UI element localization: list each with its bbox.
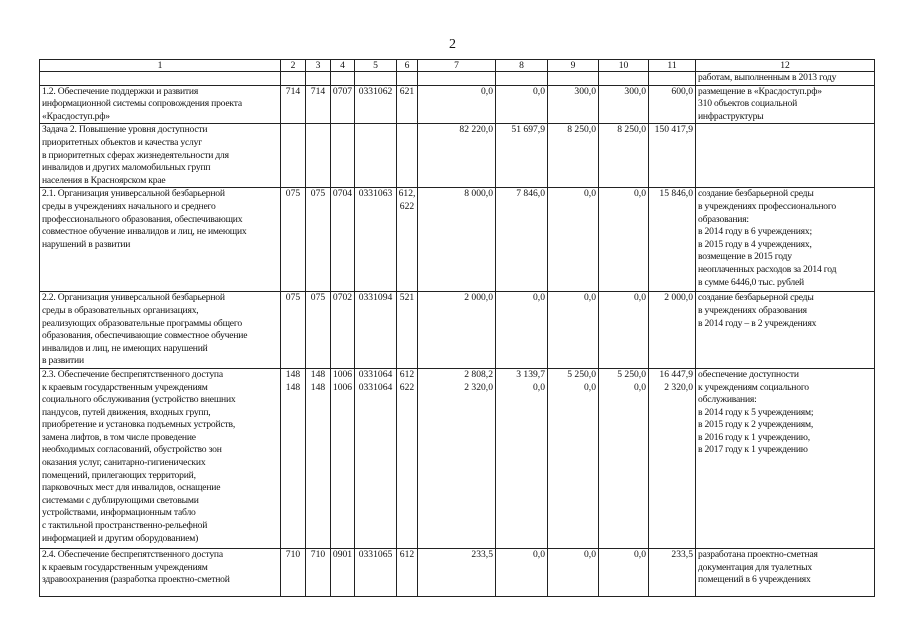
cell-line: 0707 — [332, 85, 353, 97]
cell-col-10 — [599, 85, 649, 124]
cell-col-3 — [306, 124, 331, 188]
cell-line: с тактильной пространственно-рельефной — [42, 520, 208, 532]
cell-line: 148 — [310, 381, 326, 393]
cell-line: 310 объектов социальной — [698, 98, 798, 110]
cell-col-7 — [418, 124, 496, 188]
cell-line: 0331063 — [358, 188, 393, 200]
cell-col-10 — [599, 292, 649, 369]
cell-col-2 — [281, 72, 306, 86]
cell-col-3 — [306, 368, 331, 548]
cell-col-11 — [649, 292, 696, 369]
cell-line: совместное обучение инвалидов и лиц, не имеющих — [42, 226, 247, 238]
cell-col-12 — [696, 124, 875, 188]
cell-col-9 — [548, 72, 599, 86]
cell-col-6 — [397, 548, 418, 596]
cell-col-1 — [40, 368, 281, 548]
page-number: 2 — [449, 37, 456, 52]
cell-col-7 — [418, 72, 496, 86]
header-cell-9: 9 — [548, 60, 599, 72]
table-row — [40, 72, 875, 86]
header-cell-3: 3 — [306, 60, 331, 72]
cell-line: 0,0 — [634, 381, 646, 393]
cell-col-8 — [496, 188, 548, 292]
cell-line: помещений, прилегающих территорий, — [42, 469, 196, 481]
header-cell-1: 1 — [40, 60, 281, 72]
cell-col-6 — [397, 85, 418, 124]
cell-line: к краевым государственным учреждениям — [42, 561, 208, 573]
cell-line: 148 — [285, 368, 301, 380]
cell-col-10 — [599, 188, 649, 292]
cell-line: в 2015 году к 2 учреждениям, — [698, 419, 814, 431]
cell-line: в 2014 году к 5 учреждениям; — [698, 406, 814, 418]
cell-line: устройствами, информационным табло — [42, 507, 196, 519]
cell-line: в 2017 году к 1 учреждению — [698, 444, 808, 456]
cell-line: 8 250,0 — [617, 124, 646, 136]
cell-line: 622 — [399, 381, 415, 393]
cell-line: 710 — [285, 548, 301, 560]
cell-col-7 — [418, 548, 496, 596]
cell-line: помещений в 6 учреждениях — [698, 574, 811, 586]
cell-line: образования, обеспечивающие совместное обучение — [42, 330, 248, 342]
cell-line: информацией и другим оборудованием) — [42, 532, 199, 544]
cell-line: парковочных мест для инвалидов, оснащение — [42, 482, 221, 494]
cell-col-8 — [496, 368, 548, 548]
cell-line: 714 — [285, 85, 301, 97]
cell-col-2 — [281, 548, 306, 596]
cell-line: 2 320,0 — [464, 381, 493, 393]
header-cell-7: 7 — [418, 60, 496, 72]
header-cell-11: 11 — [649, 60, 696, 72]
cell-line: 0,0 — [533, 548, 545, 560]
cell-col-1 — [40, 124, 281, 188]
header-cell-4: 4 — [331, 60, 355, 72]
cell-line: социального обслуживания (устройство внешних — [42, 394, 236, 406]
cell-line: замена лифтов, в том числе проведение — [42, 431, 196, 443]
cell-line: 5 250,0 — [567, 368, 596, 380]
cell-line: 0702 — [332, 292, 353, 304]
cell-line: 2.1. Организация универсальной безбарьерной — [42, 188, 225, 200]
cell-line: реализующих образовательные программы общего — [42, 317, 242, 329]
cell-col-11 — [649, 548, 696, 596]
cell-col-1 — [40, 188, 281, 292]
header-cell-6: 6 — [397, 60, 418, 72]
cell-col-7 — [418, 85, 496, 124]
cell-line: 0,0 — [634, 548, 646, 560]
cell-line: к учреждениям социального — [698, 381, 809, 393]
cell-line: разработана проектно-сметная — [698, 548, 818, 560]
cell-line: документация для туалетных — [698, 561, 812, 573]
table-row — [40, 124, 875, 188]
cell-line: 2.4. Обеспечение беспрепятственного доступа — [42, 548, 223, 560]
cell-col-12 — [696, 72, 875, 86]
cell-col-4 — [331, 548, 355, 596]
cell-line: 714 — [310, 85, 326, 97]
cell-line: 0331094 — [358, 292, 393, 304]
cell-line: 0,0 — [584, 548, 596, 560]
cell-line: необходимых согласований, обустройство зон — [42, 444, 222, 456]
cell-line: 233,5 — [671, 548, 693, 560]
cell-col-7 — [418, 368, 496, 548]
cell-line: 612 — [399, 368, 415, 380]
cell-line: 300,0 — [624, 85, 646, 97]
cell-col-2 — [281, 188, 306, 292]
cell-line: в 2016 году к 1 учреждению, — [698, 431, 810, 443]
cell-col-6 — [397, 188, 418, 292]
cell-col-5 — [355, 548, 397, 596]
cell-col-11 — [649, 72, 696, 86]
cell-col-2 — [281, 292, 306, 369]
cell-line: создание безбарьерной среды — [698, 292, 814, 304]
cell-col-10 — [599, 548, 649, 596]
cell-line: 0,0 — [634, 188, 646, 200]
cell-line: неоплаченных расходов за 2014 год — [698, 263, 837, 275]
cell-col-4 — [331, 368, 355, 548]
cell-line: пандусов, путей движения, входных групп, — [42, 406, 211, 418]
cell-col-3 — [306, 548, 331, 596]
cell-col-7 — [418, 292, 496, 369]
cell-line: 075 — [310, 188, 326, 200]
cell-line: 1006 — [332, 368, 353, 380]
cell-line: инвалидов и других маломобильных групп — [42, 162, 211, 174]
cell-line: 710 — [310, 548, 326, 560]
cell-col-6 — [397, 124, 418, 188]
cell-line: 8 000,0 — [464, 188, 493, 200]
cell-line: 0,0 — [584, 381, 596, 393]
cell-line: 0901 — [332, 548, 353, 560]
cell-line: 0331065 — [358, 548, 393, 560]
cell-col-10 — [599, 72, 649, 86]
cell-col-2 — [281, 368, 306, 548]
cell-col-4 — [331, 124, 355, 188]
cell-col-9 — [548, 292, 599, 369]
cell-line: 2 000,0 — [664, 292, 693, 304]
cell-line: 1.2. Обеспечение поддержки и развития — [42, 85, 199, 97]
cell-col-7 — [418, 188, 496, 292]
cell-col-10 — [599, 368, 649, 548]
cell-col-9 — [548, 188, 599, 292]
cell-line: 0704 — [332, 188, 353, 200]
table-row — [40, 85, 875, 124]
cell-line: населения в Красноярском крае — [42, 174, 166, 186]
cell-line: в 2014 году – в 2 учреждениях — [698, 317, 817, 329]
cell-line: возмещение в 2015 году — [698, 251, 792, 263]
cell-col-12 — [696, 85, 875, 124]
cell-line: 2 808,2 — [464, 368, 493, 380]
header-row — [40, 60, 875, 72]
cell-line: 075 — [285, 188, 301, 200]
cell-col-11 — [649, 85, 696, 124]
cell-line: 8 250,0 — [567, 124, 596, 136]
cell-line: обеспечение доступности — [698, 368, 799, 380]
cell-line: нарушений в развитии — [42, 238, 131, 250]
table-row — [40, 368, 875, 548]
cell-col-8 — [496, 85, 548, 124]
cell-line: 612 — [399, 548, 415, 560]
cell-line: 2 000,0 — [464, 292, 493, 304]
cell-col-4 — [331, 72, 355, 86]
cell-line: 0331064 — [358, 381, 393, 393]
cell-line: 5 250,0 — [617, 368, 646, 380]
program-activities-table — [39, 59, 875, 597]
cell-line: 600,0 — [671, 85, 693, 97]
cell-line: 233,5 — [471, 548, 493, 560]
cell-col-12 — [696, 368, 875, 548]
cell-col-11 — [649, 188, 696, 292]
cell-col-5 — [355, 292, 397, 369]
cell-line: 16 447,9 — [659, 368, 693, 380]
cell-col-8 — [496, 72, 548, 86]
cell-col-6 — [397, 72, 418, 86]
cell-col-5 — [355, 85, 397, 124]
cell-line: работам, выполненным в 2013 году — [698, 72, 837, 83]
cell-col-12 — [696, 188, 875, 292]
header-cell-8: 8 — [496, 60, 548, 72]
cell-col-6 — [397, 292, 418, 369]
cell-col-11 — [649, 124, 696, 188]
cell-col-5 — [355, 72, 397, 86]
cell-col-11 — [649, 368, 696, 548]
table-row — [40, 188, 875, 292]
cell-col-10 — [599, 124, 649, 188]
cell-col-12 — [696, 292, 875, 369]
cell-line: инвалидов и лиц, не имеющих нарушений — [42, 342, 208, 354]
cell-col-9 — [548, 368, 599, 548]
cell-line: приоритетных объектов и качества услуг — [42, 136, 202, 148]
cell-line: образования: — [698, 213, 749, 225]
cell-col-6 — [397, 368, 418, 548]
header-cell-5: 5 — [355, 60, 397, 72]
cell-col-8 — [496, 124, 548, 188]
cell-col-8 — [496, 548, 548, 596]
cell-line: системами с дублирующими световыми — [42, 494, 199, 506]
cell-line: 7 846,0 — [516, 188, 545, 200]
cell-line: создание безбарьерной среды — [698, 188, 814, 200]
cell-line: размещение в «Красдоступ.рф» — [698, 85, 822, 97]
cell-line: 15 846,0 — [659, 188, 693, 200]
cell-col-9 — [548, 548, 599, 596]
cell-col-12 — [696, 548, 875, 596]
cell-line: профессионального образования, обеспечивающих — [42, 213, 243, 225]
cell-line: в 2015 году в 4 учреждениях, — [698, 238, 812, 250]
cell-line: 82 220,0 — [459, 124, 493, 136]
cell-col-5 — [355, 368, 397, 548]
cell-col-1 — [40, 85, 281, 124]
cell-line: 3 139,7 — [516, 368, 545, 380]
cell-line: в развитии — [42, 355, 84, 367]
cell-col-9 — [548, 124, 599, 188]
cell-col-5 — [355, 188, 397, 292]
cell-line: 2.3. Обеспечение беспрепятственного доступа — [42, 368, 223, 380]
cell-col-3 — [306, 292, 331, 369]
cell-line: 612, — [398, 188, 416, 200]
header-cell-10: 10 — [599, 60, 649, 72]
cell-line: 2 320,0 — [664, 381, 693, 393]
cell-line: среды в образовательных организациях, — [42, 304, 199, 316]
cell-line: 51 697,9 — [511, 124, 545, 136]
cell-line: 148 — [285, 381, 301, 393]
cell-line: 0331064 — [358, 368, 393, 380]
cell-line: к краевым государственным учреждениям — [42, 381, 208, 393]
cell-col-9 — [548, 85, 599, 124]
cell-line: в 2014 году в 6 учреждениях; — [698, 226, 812, 238]
cell-line: 0,0 — [533, 85, 545, 97]
cell-line: в сумме 6446,0 тыс. рублей — [698, 276, 804, 288]
cell-col-3 — [306, 188, 331, 292]
cell-line: 0,0 — [481, 85, 493, 97]
cell-line: информационной системы сопровождения проекта — [42, 98, 242, 110]
cell-col-1 — [40, 292, 281, 369]
table-row — [40, 548, 875, 596]
cell-col-4 — [331, 85, 355, 124]
cell-col-2 — [281, 85, 306, 124]
cell-col-5 — [355, 124, 397, 188]
table-row — [40, 292, 875, 369]
cell-col-2 — [281, 124, 306, 188]
cell-line: 0,0 — [533, 381, 545, 393]
cell-col-4 — [331, 292, 355, 369]
cell-line: 2.2. Организация универсальной безбарьерной — [42, 292, 225, 304]
cell-line: Задача 2. Повышение уровня доступности — [42, 124, 208, 136]
cell-line: 0,0 — [634, 292, 646, 304]
cell-line: «Красдоступ.рф» — [42, 110, 110, 122]
cell-line: в учреждениях образования — [698, 304, 807, 316]
cell-line: 075 — [285, 292, 301, 304]
cell-col-3 — [306, 72, 331, 86]
header-cell-12: 12 — [696, 60, 875, 72]
cell-line: 622 — [399, 200, 415, 212]
cell-line: оказания услуг, санитарно-гигиенических — [42, 457, 206, 469]
cell-line: 150 417,9 — [654, 124, 693, 136]
cell-line: инфраструктуры — [698, 110, 764, 122]
cell-line: 521 — [399, 292, 415, 304]
cell-line: 0,0 — [584, 188, 596, 200]
cell-col-8 — [496, 292, 548, 369]
cell-line: в учреждениях профессионального — [698, 200, 837, 212]
cell-col-4 — [331, 188, 355, 292]
cell-line: 300,0 — [574, 85, 596, 97]
cell-line: 075 — [310, 292, 326, 304]
cell-line: среды в учреждениях начального и среднего — [42, 200, 216, 212]
cell-line: 0,0 — [533, 292, 545, 304]
cell-line: приобретение и установка подъемных устройств, — [42, 419, 236, 431]
cell-line: здравоохранения (разработка проектно-сметной — [42, 574, 230, 586]
cell-col-3 — [306, 85, 331, 124]
cell-line: в приоритетных сферах жизнедеятельности для — [42, 149, 229, 161]
cell-col-1 — [40, 72, 281, 86]
cell-line: 621 — [399, 85, 415, 97]
cell-col-1 — [40, 548, 281, 596]
header-cell-2: 2 — [281, 60, 306, 72]
cell-line: 0331062 — [358, 85, 393, 97]
cell-line: 0,0 — [584, 292, 596, 304]
cell-line: 1006 — [332, 381, 353, 393]
cell-line: обслуживания: — [698, 394, 757, 406]
cell-line: 148 — [310, 368, 326, 380]
